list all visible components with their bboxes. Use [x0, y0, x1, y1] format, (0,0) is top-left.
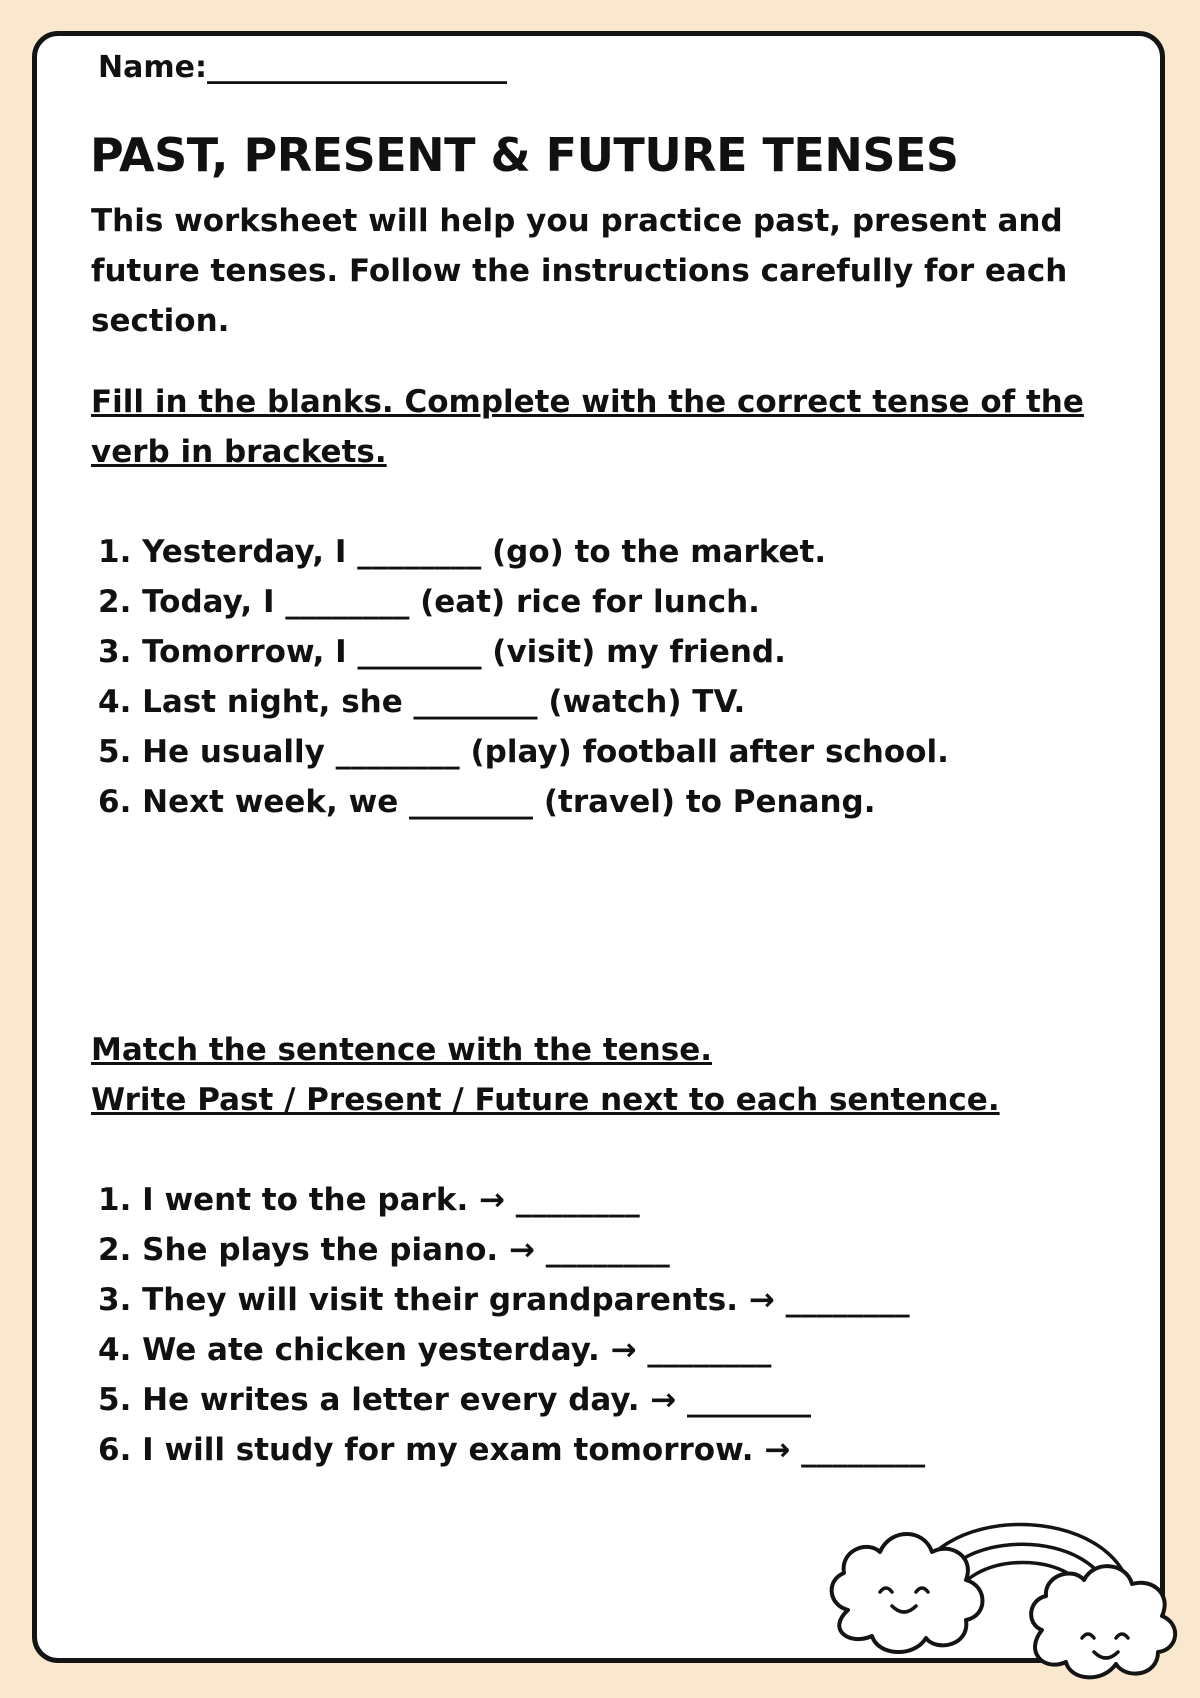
intro-text: This worksheet will help you practice past, present and future tenses. Follow the instructions carefully for each section. [91, 203, 1068, 339]
name-blank[interactable]: ____________________ [206, 50, 507, 85]
match-item[interactable]: 1. I went to the park. → ________ [98, 1182, 640, 1218]
section-2-heading-line-2: Write Past / Present / Future next to each sentence. [91, 1082, 1000, 1118]
fill-in-item[interactable]: 4. Last night, she ________ (watch) TV. [98, 684, 746, 720]
section-2-heading-line-1: Match the sentence with the tense. [91, 1032, 712, 1068]
page-title: PAST, PRESENT & FUTURE TENSES [90, 128, 959, 182]
fill-in-item[interactable]: 3. Tomorrow, I ________ (visit) my friend. [98, 634, 786, 670]
name-label: Name: [98, 50, 207, 85]
name-field[interactable] [98, 50, 507, 85]
section-1-heading-line-1: Fill in the blanks. Complete with the correct tense of the [91, 384, 1084, 420]
match-item[interactable]: 4. We ate chicken yesterday. → ________ [98, 1332, 772, 1368]
fill-in-item[interactable]: 1. Yesterday, I ________ (go) to the market. [98, 534, 827, 570]
section-1-heading-line-2: verb in brackets. [91, 434, 387, 470]
fill-in-item[interactable]: 5. He usually ________ (play) football after school. [98, 734, 949, 770]
match-item[interactable]: 3. They will visit their grandparents. → ________ [98, 1282, 910, 1318]
match-item[interactable]: 2. She plays the piano. → ________ [98, 1232, 670, 1268]
fill-in-item[interactable]: 6. Next week, we ________ (travel) to Penang. [98, 784, 876, 820]
match-item[interactable]: 6. I will study for my exam tomorrow. → ________ [98, 1432, 926, 1468]
match-item[interactable]: 5. He writes a letter every day. → ________ [98, 1382, 812, 1418]
fill-in-blank-list [98, 527, 949, 827]
match-tense-list [98, 1175, 925, 1475]
fill-in-item[interactable]: 2. Today, I ________ (eat) rice for lunch. [98, 584, 760, 620]
cloud-rainbow-icon [820, 1480, 1200, 1690]
section-1-heading [91, 377, 1091, 477]
section-2-heading [91, 1025, 1091, 1125]
